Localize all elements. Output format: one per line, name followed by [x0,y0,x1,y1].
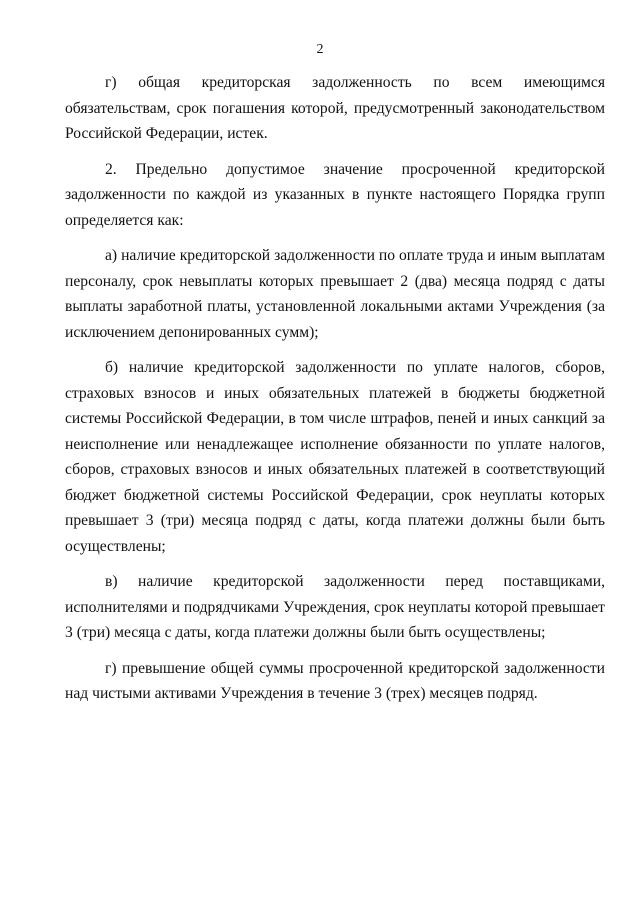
paragraph-tax-debt: б) наличие кредиторской задолженности по уплате налогов, сборов, страховых взносов и иных обязательных платежей в бюджеты бюджетной системы Российской Федерации, в том числе штрафов, пеней и иных санкций за неисполнение или ненадлежащее исполнение обязанности по уплате налогов, сборов, страховых взносов и иных обязательных платежей в соответствующий бюджет бюджетной системы Российской Федерации, срок неуплаты которых превышает 3 (три) месяца подряд с даты, когда платежи должны были быть осуществлены; [65,359,605,555]
paragraph-limit-definition: 2. Предельно допустимое значение просроченной кредиторской задолженности по каждой из указанных в пункте настоящего Порядка групп определяется как: [65,160,605,229]
paragraph-salary-debt: а) наличие кредиторской задолженности по оплате труда и иным выплатам персоналу, срок невыплаты которых превышает 2 (два) месяца подряд с даты выплаты заработной платы, установленной локальными актами Учреждения (за исключением депонированных сумм); [65,247,605,341]
document-body [65,70,605,717]
page-number: 2 [316,42,324,57]
paragraph-supplier-debt: в) наличие кредиторской задолженности перед поставщиками, исполнителями и подрядчиками Учреждения, срок неуплаты которой превышает 3 (три) месяца с даты, когда платежи должны были быть осуществлены; [65,573,605,641]
paragraph-general-debt: г) общая кредиторская задолженность по всем имеющимся обязательствам, срок погашения которой, предусмотренный законодательством Российской Федерации, истек. [65,74,605,142]
paragraph-net-assets-excess: г) превышение общей суммы просроченной кредиторской задолженности над чистыми активами Учреждения в течение 3 (трех) месяцев подряд. [65,659,605,702]
